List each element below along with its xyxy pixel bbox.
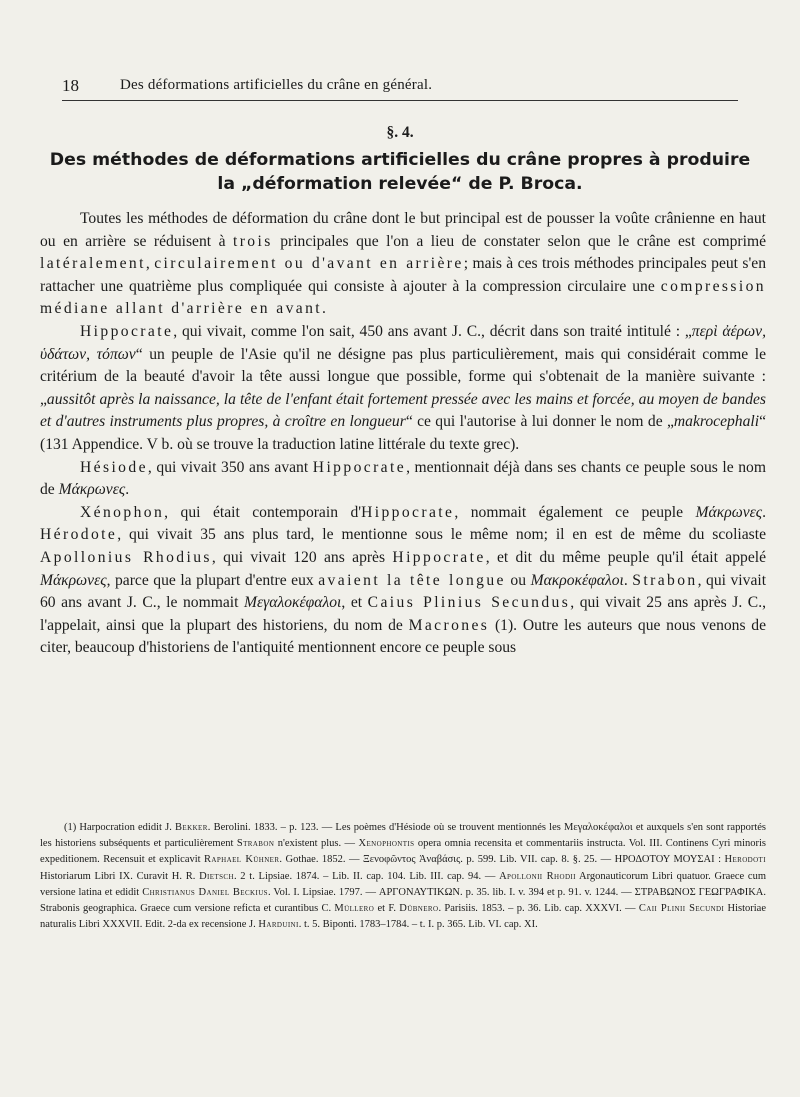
p4-name-macrones: Macrones bbox=[408, 616, 490, 634]
p4-text-t: , qui vivait 60 ans avant J. C., le nommait bbox=[40, 571, 767, 612]
fn-text-q: . Vol. I. Lipsiae. 1797. — ΑΡΓΟΝΑΥΤΙΚΩΝ. p. 35. lib. I. v. 394 et p. 91. v. 1244. — ΣΤΡΑΒΩΝΟΣ ΓΕΩΓΡΑΦΙΚΑ. Strabonis geographica. Graece cum versione reficta et curantibus C. bbox=[40, 886, 766, 915]
fn-text-g: opera omnia recensita et commentariis instructa. Vol. III. Continens Cyri minoris expeditionem. Recensuit et explicavit bbox=[40, 838, 766, 866]
p1-spaced-mediane: compression médiane allant d'arrière en avant bbox=[40, 277, 766, 318]
p4-text-v: , et bbox=[341, 594, 368, 612]
fn-name-kuhner: Raphael Kühner bbox=[204, 854, 280, 866]
p3-name-hesiode: Hésiode bbox=[80, 458, 148, 476]
p3-text-f: . bbox=[125, 481, 130, 499]
page-number: 18 bbox=[62, 76, 79, 95]
fn-name-beckius: Christianus Daniel Beckius bbox=[142, 886, 268, 898]
p2-greek-title: περὶ ἀέρων, ὑδάτων, τόπων bbox=[40, 322, 766, 363]
p3-name-hippocrate: Hippocrate bbox=[312, 458, 407, 476]
p4-name-hippocrate-2: Hippocrate bbox=[392, 548, 486, 566]
paragraph-4 bbox=[40, 502, 766, 660]
paragraph-3 bbox=[40, 457, 766, 502]
paragraph-2 bbox=[40, 321, 766, 457]
p4-text-z: (1). Outre les auteurs que nous venons de citer, beaucoup d'historiens de l'antiquité mentionnent encore ce peuple sous bbox=[40, 616, 766, 657]
fn-text-k: Historiarum Libri IX. Curavit H. R. bbox=[40, 870, 200, 882]
p4-text-l: , et dit du même peuple qu'il était appelé bbox=[485, 548, 766, 566]
p2-italic-quote: aussitôt après la naissance, la tête de l'enfant était fortement pressée avec les mains et forcée, au moyen de bandes et d'autres instruments plus propres, à croître en longueur bbox=[40, 390, 766, 431]
fn-text-a: (1) Harpocration edidit J. bbox=[64, 822, 176, 833]
p4-name-apollonius: Apollonius Rhodius bbox=[40, 548, 212, 566]
p1-text-c: principales que l'on a lieu de constater selon que le crâne est comprimé bbox=[272, 232, 766, 250]
fn-name-xenophontis: Xenophontis bbox=[358, 838, 415, 850]
p4-greek-makrones-2: Μάκρωνες bbox=[40, 571, 107, 589]
p4-text-f: . bbox=[762, 503, 767, 521]
p4-text-h: , qui vivait 35 ans plus tard, le mentionne sous le même nom; il en est de même du scoliaste bbox=[117, 526, 766, 544]
p4-greek-megalokephaloi: Μεγαλοκέφαλοι bbox=[244, 594, 342, 612]
fn-name-mullero: Müllero bbox=[334, 903, 375, 915]
p4-name-herodote: Hérodote bbox=[40, 526, 118, 544]
p3-greek-makrones: Μάκρωνες bbox=[58, 481, 126, 499]
section-number: §. 4. bbox=[386, 124, 414, 141]
p2-name-hippocrate: Hippocrate bbox=[80, 322, 174, 340]
p3-text-b: , qui vivait 350 ans avant bbox=[147, 458, 313, 476]
fn-name-bekker: Bekker bbox=[175, 822, 208, 833]
p2-text-f: “ ce qui l'autorise à lui donner le nom de „ bbox=[405, 413, 674, 431]
p4-text-p: ou bbox=[505, 571, 531, 589]
body-text bbox=[40, 208, 766, 660]
fn-text-w: Historiae naturalis Libri XXXVII. Edit. 2-da ex recensione J. bbox=[40, 903, 767, 931]
p1-text-i: . bbox=[322, 300, 326, 318]
fn-text-y: . t. 5. Biponti. 1783–1784. – t. I. p. 365. Lib. VI. cap. XI. bbox=[298, 919, 538, 931]
p3-text-d: , mentionnait déjà dans ses chants ce peuple sous le nom de bbox=[40, 458, 766, 499]
fn-text-s: et F. bbox=[374, 903, 400, 915]
section-heading bbox=[36, 148, 764, 196]
p4-name-pline: Caius Plinius Secundus bbox=[367, 594, 571, 612]
fn-text-o: Argonauticorum Libri quatuor. Graece cum versione latina et edidit bbox=[40, 870, 767, 898]
fn-name-harduini: Harduini bbox=[258, 919, 299, 931]
fn-text-u: . Parisiis. 1853. – p. 36. Lib. cap. XXXVI. — bbox=[438, 903, 639, 915]
p4-text-r: . bbox=[623, 571, 633, 589]
p4-name-hippocrate: Hippocrate bbox=[361, 503, 455, 521]
p1-spaced-trois: trois bbox=[232, 232, 273, 250]
heading-line-1: Des méthodes de déformations artificielles du crâne propres à produire bbox=[49, 150, 751, 170]
p4-text-n: , parce que la plupart d'entre eux bbox=[106, 571, 319, 589]
p4-text-j: , qui vivait 120 ans après bbox=[211, 548, 393, 566]
fn-name-plinii: Caii Plinii Secundi bbox=[638, 903, 725, 915]
fn-text-e: n'existent plus. — bbox=[274, 838, 359, 850]
fn-name-dubnero: Dübnero bbox=[399, 903, 439, 915]
heading-line-2: la „déformation relevée“ de P. Broca. bbox=[217, 174, 583, 194]
fn-name-apollonii: Apollonii Rhodii bbox=[499, 870, 576, 882]
p4-spaced-tete-longue: avaient la tête longue bbox=[318, 571, 506, 589]
p4-greek-makrokephaloi: Μακροκέφαλοι bbox=[530, 571, 624, 589]
p1-text-g: ; mais à ces trois méthodes principales peut s'en rattacher une quatrième plus compliquée qui consiste à ajouter à la compression circulaire une bbox=[40, 255, 767, 295]
p2-text-d: “ un peuple de l'Asie qu'il ne désigne pas plus particulièrement, mais qui considérait comme le critérium de la beauté d'avoir la tête aussi longue que possible, forme qui s'obtenait de la manière suivante : „ bbox=[40, 345, 766, 408]
p4-text-d: , nommait également ce peuple bbox=[454, 503, 696, 521]
p1-text-a: Toutes les méthodes de déformation du crâne dont le but principal est de pousser la voûte crânienne en haut ou en arrière se réduisent à bbox=[40, 210, 766, 250]
fn-text-c: . Berolini. 1833. – p. 123. — Les poèmes d'Hésiode où se trouvent mentionnés les Μεγαλοκέφαλοι et auxquels s'en sont rapportés les historiens subséquents et particulièrement bbox=[40, 822, 766, 850]
p2-text-h: “ (131 Appendice. V b. où se trouve la traduction latine littérale du texte grec). bbox=[40, 413, 766, 453]
fn-text-i: . Gothae. 1852. — Ξενοφῶντος Ἀναβάσις. p. 599. Lib. VII. cap. 8. §. 25. — ΗΡΟΔΟΤΟΥ ΜΟΥΣΑΙ : bbox=[279, 854, 725, 866]
p1-spaced-circulaire: circulairement ou d'avant en arrière bbox=[154, 255, 464, 273]
fn-name-dietsch: Dietsch bbox=[199, 870, 234, 882]
p1-text-e: , bbox=[145, 255, 155, 273]
p1-spaced-laterale: latéralement bbox=[40, 255, 146, 273]
p2-text-b: , qui vivait, comme l'on sait, 450 ans avant J. C., décrit dans son traité intitulé : „ bbox=[173, 322, 692, 340]
running-title: Des déformations artificielles du crâne en général. bbox=[120, 77, 433, 93]
p4-name-xenophon: Xénophon bbox=[80, 503, 165, 521]
paragraph-1 bbox=[40, 208, 766, 321]
footnotes bbox=[40, 820, 766, 933]
fn-name-strabon: Strabon bbox=[236, 838, 275, 850]
p4-name-strabon: Strabon bbox=[632, 571, 698, 589]
fn-name-herodoti: Herodoti bbox=[724, 854, 766, 866]
p2-italic-makrocephali: makrocephali bbox=[673, 413, 760, 431]
p4-text-x: , qui vivait 25 ans après J. C., l'appelait, ainsi que la plupart des historiens, du nom de bbox=[40, 594, 766, 634]
fn-text-m: . 2 t. Lipsiae. 1874. – Lib. II. cap. 104. Lib. III. cap. 94. — bbox=[233, 870, 500, 882]
p4-text-b: , qui était contemporain d' bbox=[164, 503, 362, 521]
header-rule bbox=[62, 100, 738, 101]
p4-greek-makrones: Μάκρωνες bbox=[695, 503, 763, 521]
footnote-1 bbox=[40, 820, 766, 933]
